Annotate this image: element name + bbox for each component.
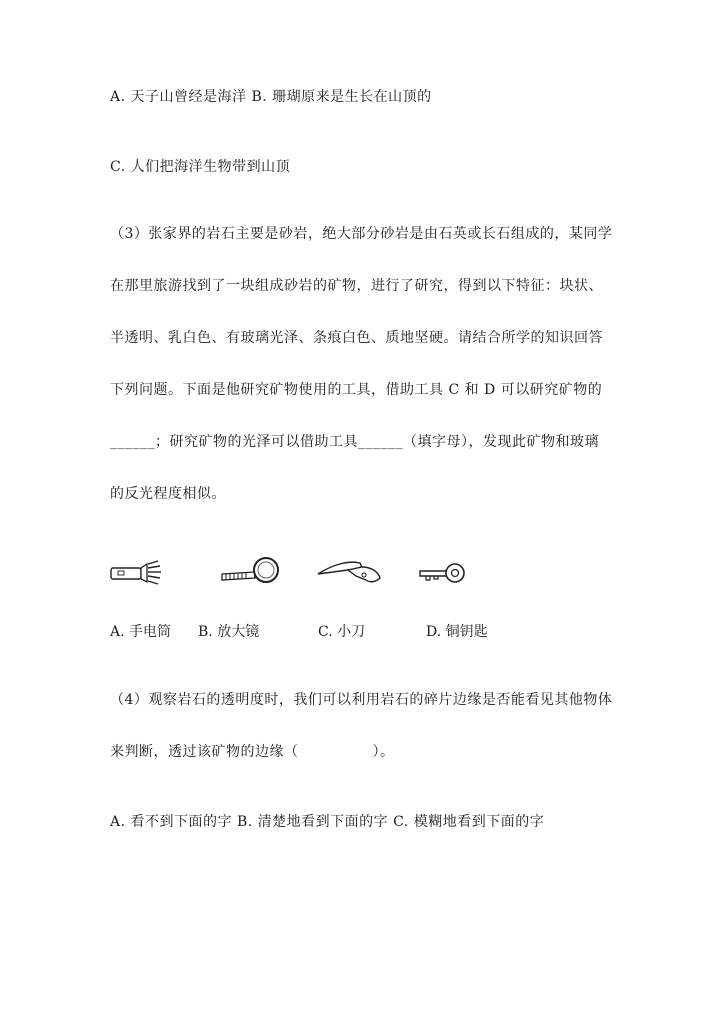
q4-line-2-suffix: ）。 xyxy=(372,744,395,760)
q3-line-5: ______；研究矿物的光泽可以借助工具______（填字母），发现此矿物和玻璃 xyxy=(110,434,599,450)
q3-line-4: 下列问题。下面是他研究矿物使用的工具，借助工具 C 和 D 可以研究矿物的 xyxy=(110,382,603,398)
q3-line-1: （3）张家界的岩石主要是砂岩，绝大部分砂岩是由石英或长石组成的，某同学 xyxy=(110,226,613,242)
q4-line-1: （4）观察岩石的透明度时，我们可以利用岩石的碎片边缘是否能看见其他物体 xyxy=(110,692,613,708)
q4-options: A. 看不到下面的字 B. 清楚地看到下面的字 C. 模糊地看到下面的字 xyxy=(110,814,545,830)
key-icon xyxy=(416,558,470,588)
q4-line-2-prefix: 来判断，透过该矿物的边缘（ xyxy=(110,744,299,760)
flashlight-icon xyxy=(110,560,166,586)
q3-line-3: 半透明、乳白色、有玻璃光泽、条痕白色、质地坚硬。请结合所学的知识回答 xyxy=(110,330,603,346)
tool-label-magnifier: B. 放大镜 xyxy=(198,624,260,640)
tool-label-key: D. 铜钥匙 xyxy=(426,624,488,640)
q3-line-6: 的反光程度相似。 xyxy=(110,486,226,502)
tool-label-flashlight: A. 手电筒 xyxy=(110,624,172,640)
knife-icon xyxy=(316,556,384,588)
tool-label-knife: C. 小刀 xyxy=(318,624,366,640)
q2-option-c: C. 人们把海洋生物带到山顶 xyxy=(110,159,291,175)
q3-line-2: 在那里旅游找到了一块组成砂岩的矿物，进行了研究，得到以下特征：块状、 xyxy=(110,278,603,294)
q2-options-ab: A. 天子山曾经是海洋 B. 珊瑚原来是生长在山顶的 xyxy=(110,89,432,105)
q4-line-2 xyxy=(110,742,395,762)
magnifier-icon xyxy=(220,556,282,588)
